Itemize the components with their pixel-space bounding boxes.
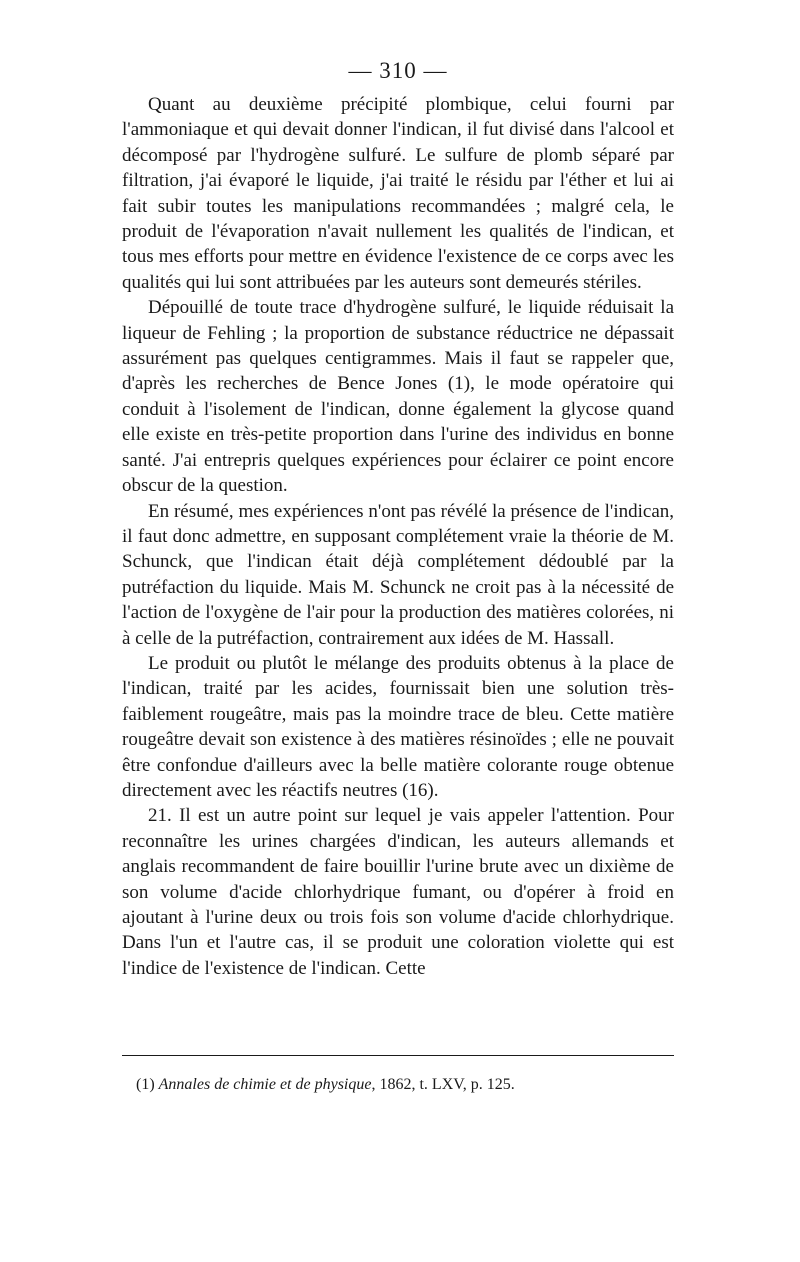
paragraph: Quant au deuxième précipité plombique, celui fourni par l'ammoniaque et qui devait donner l'indican, il fut divisé dans l'alcool et décomposé par l'hydrogène sulfuré. Le sulfure de plomb séparé par filtration, j'ai évaporé le liquide, j'ai traité le résidu par l'éther et lui ai fait subir toutes les manipulations recommandées ; malgré cela, le produit de l'évaporation n'avait nullement les qualités de l'indican, et tous mes efforts pour mettre en évidence l'existence de ce corps avec les qualités qui lui sont attribuées par les auteurs sont demeurés stériles.	[122, 94, 674, 293]
paragraph: 21. Il est un autre point sur lequel je vais appeler l'attention. Pour reconnaître les urines chargées d'indican, les auteurs allemands et anglais recommandent de faire bouillir l'urine brute avec un dixième de son volume d'acide chlorhydrique fumant, ou d'opérer à froid en ajoutant à l'urine deux ou trois fois son volume d'acide chlorhydrique. Dans l'un et l'autre cas, il se produit une coloration violette qui est l'indice de l'existence de l'indican. Cette	[122, 805, 674, 979]
footnote-divider	[122, 1055, 674, 1056]
page-number: — 310 —	[348, 58, 448, 83]
paragraph: Dépouillé de toute trace d'hydrogène sulfuré, le liquide réduisait la liqueur de Fehling ; la proportion de substance réductrice ne dépassait assurément pas quelques centigrammes. Mais il faut se rappeler que, d'après les recherches de Bence Jones (1), le mode opératoire qui conduit à l'isolement de l'indican, donne également la glycose quand elle existe en très-petite proportion dans l'urine des individus en bonne santé. J'ai entrepris quelques expériences pour éclairer ce point encore obscur de la question.	[122, 297, 674, 497]
footnote-title: Annales de chimie et de physique	[158, 1076, 372, 1093]
footnote-rest: , 1862, t. LXV, p. 125.	[371, 1076, 515, 1093]
paragraph: Le produit ou plutôt le mélange des produits obtenus à la place de l'indican, traité par les acides, fournissait bien une solution très-faiblement rougeâtre, mais pas la moindre trace de bleu. Cette matière rougeâtre devait son existence à des matières résinoïdes ; elle ne pouvait être confondue d'ailleurs avec la belle matière colorante rouge obtenue directement avec les réactifs neutres (16).	[122, 652, 674, 801]
body-text	[122, 92, 674, 981]
paragraph: En résumé, mes expériences n'ont pas révélé la présence de l'indican, il faut donc admettre, en supposant complétement vraie la théorie de M. Schunck, que l'indican était déjà complétement dédoublé par la putréfaction du liquide. Mais M. Schunck ne croit pas à la nécessité de l'action de l'oxygène de l'air pour la production des matières colorées, ni à celle de la putréfaction, contrairement aux idées de M. Hassall.	[122, 500, 674, 649]
page	[122, 56, 674, 981]
footnote	[136, 1074, 676, 1096]
footnote-marker: (1)	[136, 1076, 155, 1093]
